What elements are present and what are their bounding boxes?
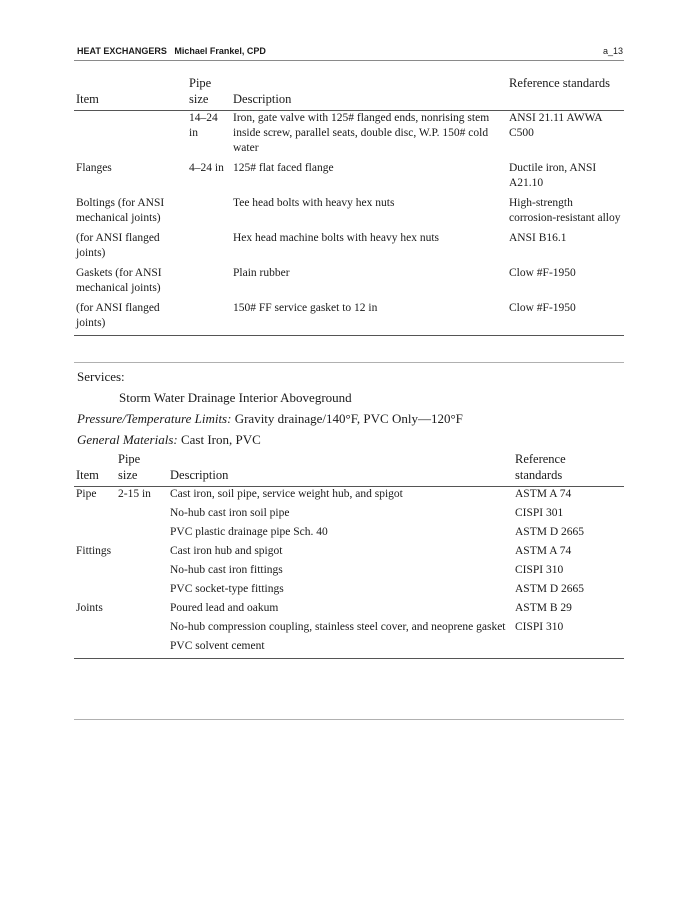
col-header-item: Item [74, 451, 116, 487]
cell-reference: ANSI 21.11 AWWA C500 [509, 112, 602, 139]
table-row [74, 196, 624, 231]
table-row [74, 487, 624, 507]
cell-reference: CISPI 310 [515, 564, 564, 576]
table-row [74, 231, 624, 266]
table-row [74, 266, 624, 301]
cell-pipe-size [187, 196, 231, 231]
header-page-ref: a_13 [602, 46, 623, 56]
footer-rule [74, 719, 624, 720]
table-row [74, 506, 624, 525]
cell-pipe-size: 14–24 in [189, 112, 218, 139]
cell-reference: ASTM A 74 [515, 488, 572, 500]
section-rule [74, 362, 624, 363]
table-row [74, 563, 624, 582]
cell-item: Flanges [76, 162, 112, 174]
col-header-description: Description [168, 451, 513, 487]
cell-description: Hex head machine bolts with heavy hex nuts [233, 232, 439, 244]
cell-pipe-size [116, 620, 168, 639]
cell-reference: Clow #F-1950 [509, 302, 576, 314]
cell-item [74, 639, 116, 659]
cell-description: PVC socket-type fittings [170, 583, 284, 595]
cell-item [74, 563, 116, 582]
col-header-pipe-size: Pipe size [116, 451, 168, 487]
cell-reference: ANSI B16.1 [509, 232, 567, 244]
cell-description: 125# flat faced flange [233, 162, 334, 174]
cell-reference: Clow #F-1950 [509, 267, 576, 279]
cell-description: PVC solvent cement [170, 640, 265, 652]
cell-pipe-size [116, 601, 168, 620]
cell-pipe-size [116, 582, 168, 601]
table-row [74, 544, 624, 563]
table-header-row [74, 75, 624, 111]
table-row [74, 301, 624, 336]
services-label: Services: [77, 369, 125, 384]
cell-pipe-size: 4–24 in [189, 162, 224, 174]
table-row [74, 639, 624, 659]
cell-description: Plain rubber [233, 267, 290, 279]
col-header-item: Item [74, 75, 187, 111]
cell-description: Cast iron, soil pipe, service weight hub, and spigot [170, 488, 403, 500]
col-header-reference-text: Reference standards [509, 76, 610, 90]
services-value: Storm Water Drainage Interior Aboveground [119, 390, 352, 405]
cell-reference: CISPI 301 [515, 507, 564, 519]
table-row [74, 161, 624, 196]
cell-description: No-hub compression coupling, stainless steel cover, and neoprene gasket [170, 621, 506, 633]
spec-table-2 [74, 451, 624, 659]
cell-description: Cast iron hub and spigot [170, 545, 283, 557]
cell-pipe-size [187, 266, 231, 301]
cell-description: No-hub cast iron fittings [170, 564, 283, 576]
cell-pipe-size [187, 301, 231, 336]
cell-item [74, 620, 116, 639]
materials-value: Cast Iron, PVC [180, 432, 261, 447]
cell-pipe-size [116, 563, 168, 582]
cell-pipe-size [116, 506, 168, 525]
spec-table-1 [74, 75, 624, 336]
cell-pipe-size [116, 544, 168, 563]
cell-item [74, 111, 187, 162]
cell-pipe-size [116, 525, 168, 544]
cell-description: Poured lead and oakum [170, 602, 279, 614]
cell-item [74, 506, 116, 525]
header-title: HEAT EXCHANGERS [77, 46, 167, 56]
cell-description: 150# FF service gasket to 12 in [233, 302, 378, 314]
table-row [74, 111, 624, 162]
table-header-row [74, 451, 624, 487]
col-header-pipe-size: Pipe size [187, 75, 231, 111]
cell-description: No-hub cast iron soil pipe [170, 507, 290, 519]
cell-item: Boltings (for ANSI mechanical joints) [76, 197, 165, 224]
cell-reference: ASTM A 74 [515, 545, 572, 557]
cell-pipe-size [187, 231, 231, 266]
table-row [74, 620, 624, 639]
cell-item: Gaskets (for ANSI mechanical joints) [76, 267, 162, 294]
cell-reference: Ductile iron, ANSI A21.10 [509, 162, 597, 189]
cell-item: (for ANSI flanged joints) [76, 302, 160, 329]
col-header-reference [507, 75, 624, 111]
limits-label: Pressure/Temperature Limits: [77, 411, 232, 426]
limits-value: Gravity drainage/140°F, PVC Only—120°F [234, 411, 463, 426]
cell-description: Tee head bolts with heavy hex nuts [233, 197, 395, 209]
running-header [77, 44, 623, 58]
table-row [74, 525, 624, 544]
header-left [77, 44, 266, 58]
cell-pipe-size [116, 639, 168, 659]
cell-reference [513, 639, 624, 659]
col-header-description: Description [231, 75, 507, 111]
services-block [77, 366, 623, 450]
header-author: Michael Frankel, CPD [174, 46, 266, 56]
pressure-temperature-limits [77, 408, 623, 429]
cell-reference: ASTM D 2665 [515, 583, 585, 595]
cell-item: Joints [76, 602, 103, 614]
table-row [74, 582, 624, 601]
materials-label: General Materials: [77, 432, 178, 447]
cell-item: Pipe [76, 488, 97, 500]
cell-reference: ASTM D 2665 [515, 526, 585, 538]
cell-item: Fittings [76, 545, 112, 557]
cell-description: PVC plastic drainage pipe Sch. 40 [170, 526, 328, 538]
general-materials [77, 429, 623, 450]
cell-item [74, 582, 116, 601]
cell-reference: ASTM B 29 [515, 602, 572, 614]
col-header-reference: Reference standards [513, 451, 624, 487]
cell-item [74, 525, 116, 544]
table-row [74, 601, 624, 620]
header-rule [74, 60, 624, 61]
cell-description: Iron, gate valve with 125# flanged ends, nonrising stem inside screw, parallel seats, double disc, W.P. 150# cold water [233, 112, 490, 154]
cell-reference: CISPI 310 [515, 621, 564, 633]
cell-item: (for ANSI flanged joints) [76, 232, 160, 259]
cell-reference: High-strength corrosion-resistant alloy [509, 197, 621, 224]
cell-pipe-size: 2-15 in [118, 488, 151, 500]
